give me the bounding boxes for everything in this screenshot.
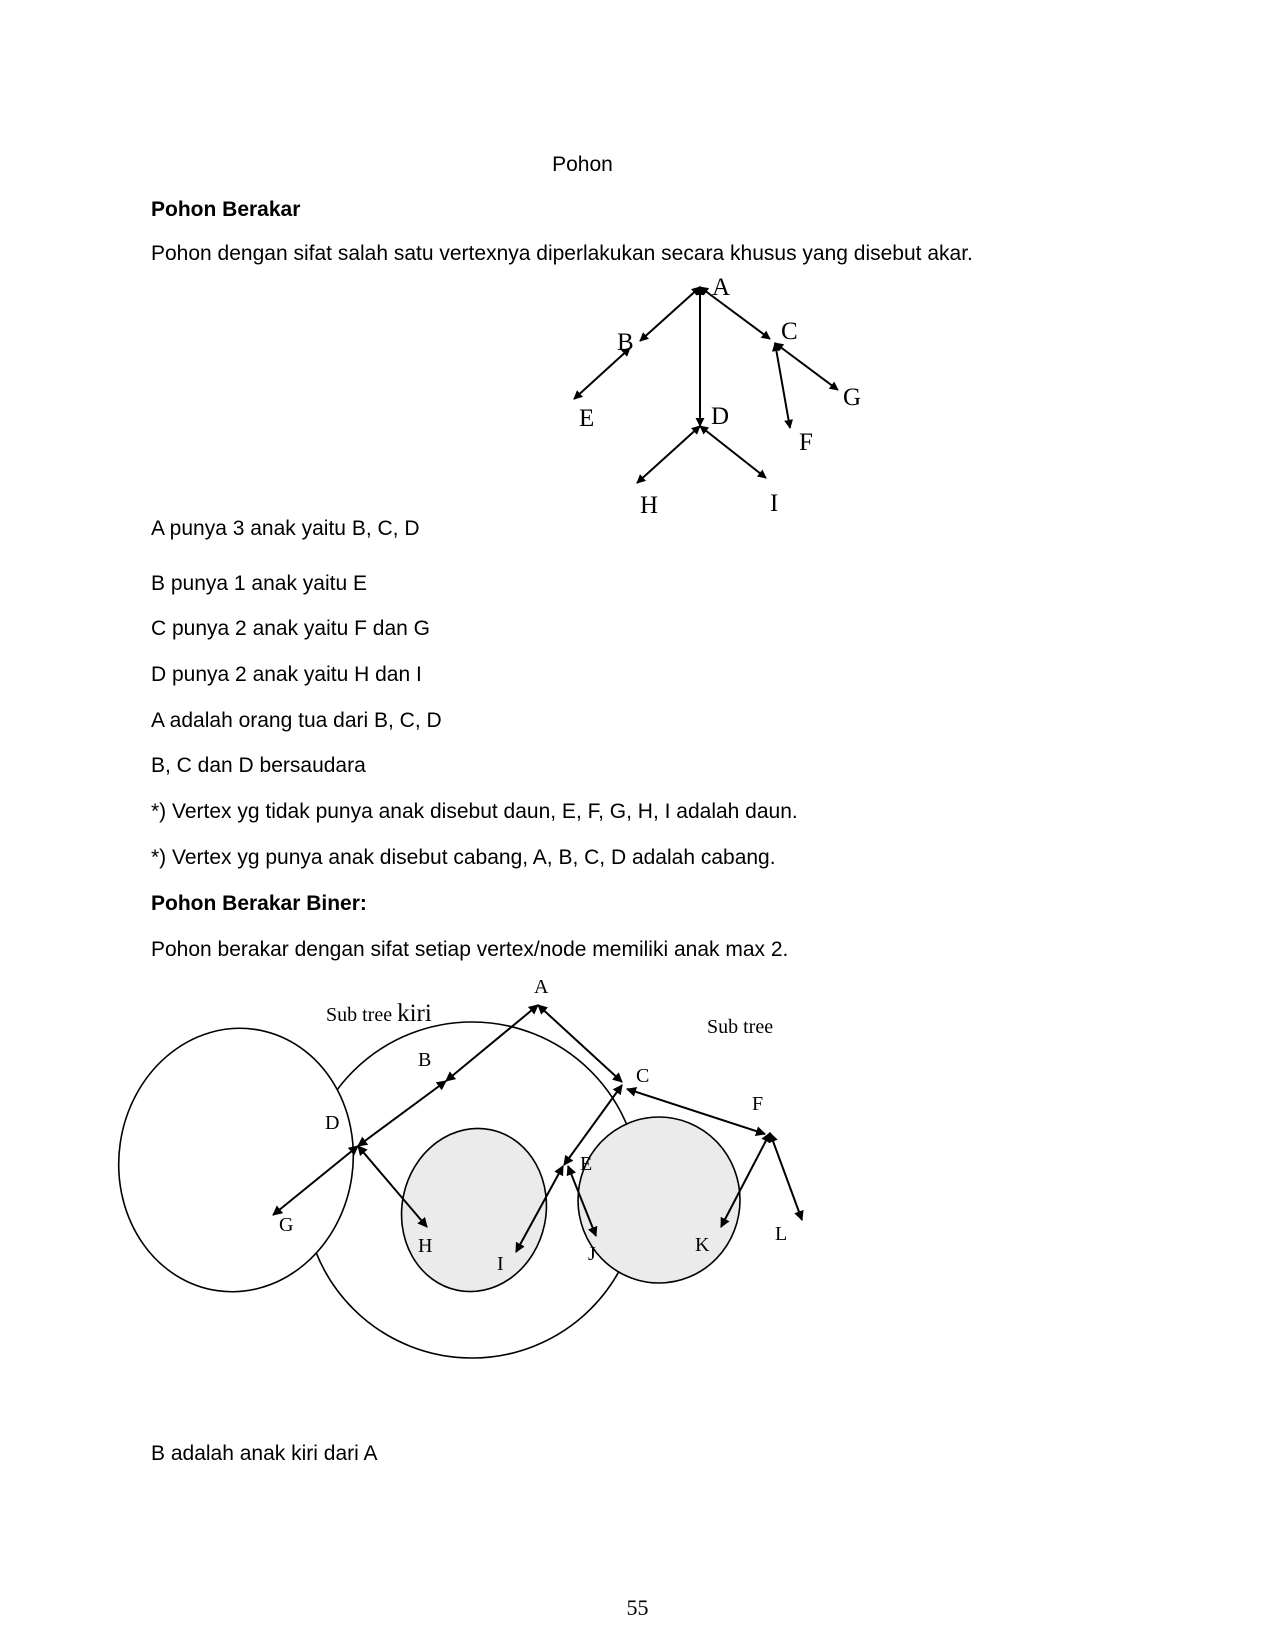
- tree1-node-a: A: [712, 274, 731, 301]
- tree2-node-e: E: [580, 1153, 593, 1175]
- edge-a-b: [446, 1005, 538, 1081]
- tree1-node-i: I: [770, 490, 779, 517]
- tree2-node-b: B: [418, 1049, 432, 1071]
- subtree-j-k-oval: [578, 1117, 740, 1283]
- edge-b-d: [358, 1081, 446, 1146]
- tree2-node-c: C: [636, 1065, 650, 1087]
- tree1-node-h: H: [640, 492, 659, 519]
- tree2-node-j: J: [588, 1243, 596, 1265]
- page-number: 55: [626, 1595, 649, 1620]
- section-heading-binary-tree: Pohon Berakar Biner:: [151, 892, 367, 915]
- fact-line: B punya 1 anak yaitu E: [151, 572, 367, 595]
- fact-line: *) Vertex yg tidak punya anak disebut daun, E, F, G, H, I adalah daun.: [151, 800, 798, 823]
- tree1-node-d: D: [711, 403, 730, 430]
- subtree-left-label: Sub tree kiri: [326, 1000, 432, 1027]
- tree2-node-d: D: [325, 1112, 340, 1134]
- tree2-node-g: G: [279, 1214, 294, 1236]
- tree2-node-l: L: [775, 1223, 788, 1245]
- edge-a-c: [538, 1005, 622, 1082]
- tree2-node-h: H: [418, 1235, 433, 1257]
- subtree-right-label: Sub tree: [707, 1016, 774, 1038]
- section-heading-rooted-tree: Pohon Berakar: [151, 198, 301, 221]
- closing-line: B adalah anak kiri dari A: [151, 1442, 378, 1465]
- tree2-node-i: I: [497, 1253, 504, 1275]
- subtree-left-oval: [102, 1013, 370, 1307]
- rooted-tree-definition: Pohon dengan sifat salah satu vertexnya diperlakukan secara khusus yang disebut akar.: [151, 242, 973, 265]
- fact-line: *) Vertex yg punya anak disebut cabang, A, B, C, D adalah cabang.: [151, 846, 776, 869]
- tree2-node-f: F: [752, 1093, 764, 1115]
- tree2-node-a: A: [534, 976, 549, 998]
- fact-line: C punya 2 anak yaitu F dan G: [151, 617, 430, 640]
- fact-line: A punya 3 anak yaitu B, C, D: [151, 517, 420, 540]
- tree1-node-c: C: [781, 318, 798, 345]
- binary-tree-definition: Pohon berakar dengan sifat setiap vertex/node memiliki anak max 2.: [151, 938, 789, 961]
- tree1-node-g: G: [843, 384, 862, 411]
- fact-line: A adalah orang tua dari B, C, D: [151, 709, 442, 732]
- page-title: Pohon: [552, 153, 613, 176]
- edge-f-l: [770, 1133, 802, 1220]
- tree1-node-b: B: [617, 329, 634, 356]
- fact-line: B, C dan D bersaudara: [151, 754, 366, 777]
- fact-line: D punya 2 anak yaitu H dan I: [151, 663, 422, 686]
- tree1-node-f: F: [799, 429, 813, 456]
- tree1-node-e: E: [579, 405, 595, 432]
- tree2-node-k: K: [695, 1234, 710, 1256]
